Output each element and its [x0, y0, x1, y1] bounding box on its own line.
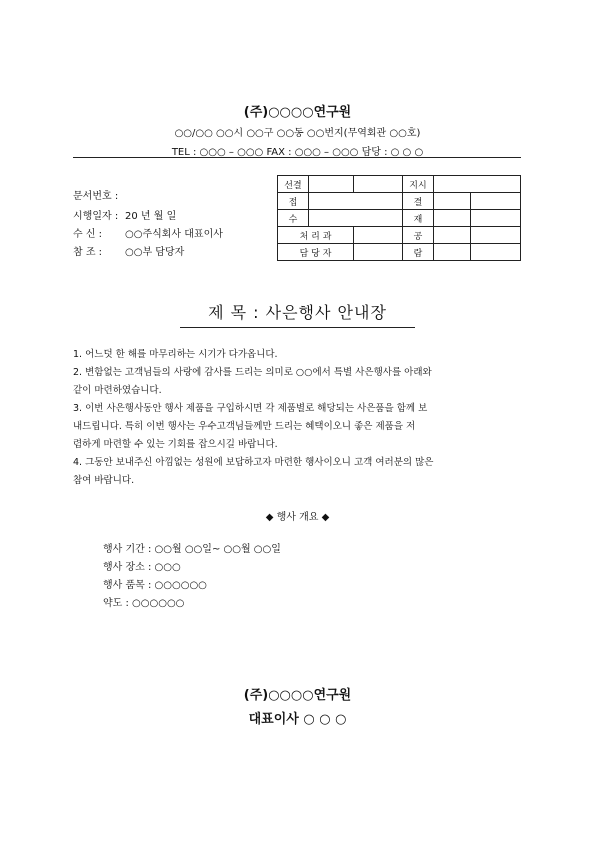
approval-cell: [354, 176, 403, 193]
contact-line: TEL : ○○○ – ○○○ FAX : ○○○ – ○○○ 담당 : ○ ○ ○: [171, 147, 424, 158]
event-details: [103, 541, 281, 613]
body-line: 1. 어느덧 한 해를 마무리하는 시기가 다가옵니다.: [73, 349, 278, 360]
approval-cell: [309, 210, 403, 227]
footer-ceo: 대표이사 ○ ○ ○: [248, 712, 347, 727]
approval-damdangja-label: 담 당 자: [278, 244, 354, 261]
date-value: 20 년 월 일: [125, 211, 177, 222]
approval-table: [277, 175, 521, 261]
approval-ram-label: 람: [403, 244, 434, 261]
date-label: 시행일자 :: [73, 211, 119, 222]
footer-organization: (주)○○○○연구원: [243, 688, 352, 703]
approval-cell: [309, 193, 403, 210]
body-text: [73, 346, 523, 490]
date-row: [73, 207, 176, 222]
recipient-row: [73, 225, 223, 240]
body-line: 렴하게 마련할 수 있는 기회를 잡으시길 바랍니다.: [73, 439, 278, 450]
approval-cheori-label: 처 리 과: [278, 227, 354, 244]
organization-name: (주)○○○○연구원: [243, 105, 352, 120]
approval-cell: [471, 244, 521, 261]
recipient-label: 수 신 :: [73, 229, 103, 240]
approval-cell: [471, 210, 521, 227]
approval-jeop-label: 접: [278, 193, 309, 210]
body-line: 4. 그동안 보내주신 아낌없는 성원에 보답하고자 마련한 행사이오니 고객 여러분의 많은: [73, 457, 434, 468]
approval-cell: [434, 244, 471, 261]
body-line: 3. 이번 사은행사동안 행사 제품을 구입하시면 각 제품별로 해당되는 사은품을 함께 보: [73, 403, 428, 414]
approval-cell: [471, 227, 521, 244]
event-items: 행사 품목 : ○○○○○○: [103, 580, 207, 591]
approval-jisi-label: 지시: [403, 176, 434, 193]
approval-cell: [354, 227, 403, 244]
approval-gong-label: 공: [403, 227, 434, 244]
event-map: 약도 : ○○○○○○: [103, 598, 185, 609]
reference-row: [73, 243, 184, 258]
approval-su-label: 수: [278, 210, 309, 227]
body-line: 같이 마련하였습니다.: [73, 385, 162, 396]
approval-jae-label: 재: [403, 210, 434, 227]
body-line: 2. 변함없는 고객님들의 사랑에 감사를 드리는 의미로 ○○에서 특별 사은행사를 아래와: [73, 367, 432, 378]
document-title: 제 목 : 사은행사 안내장: [180, 300, 415, 328]
approval-cell: [309, 176, 354, 193]
body-line: 참여 바랍니다.: [73, 475, 135, 486]
approval-cell: [434, 193, 471, 210]
doc-number-label: 문서번호 :: [73, 191, 119, 202]
approval-cell: [434, 210, 471, 227]
event-outline-heading: ◆ 행사 개요 ◆: [265, 512, 330, 523]
reference-label: 참 조 :: [73, 247, 103, 258]
body-line: 내드립니다. 특히 이번 행사는 우수고객님들께만 드리는 혜택이오니 좋은 제품을 저: [73, 421, 416, 432]
doc-number-row: [73, 187, 118, 202]
approval-cell: [434, 227, 471, 244]
approval-seongyeol-label: 선결: [278, 176, 309, 193]
organization-address: ○○/○○ ○○시 ○○구 ○○동 ○○번지(무역회관 ○○호): [174, 128, 421, 139]
event-venue: 행사 장소 : ○○○: [103, 562, 181, 573]
reference-value: ○○부 담당자: [125, 247, 185, 258]
approval-cell: [354, 244, 403, 261]
approval-gyeol-label: 결: [403, 193, 434, 210]
event-period: 행사 기간 : ○○월 ○○일~ ○○월 ○○일: [103, 544, 281, 555]
approval-cell: [471, 193, 521, 210]
header-divider: [73, 157, 521, 158]
recipient-value: ○○주식회사 대표이사: [125, 229, 223, 240]
approval-cell: [434, 176, 521, 193]
